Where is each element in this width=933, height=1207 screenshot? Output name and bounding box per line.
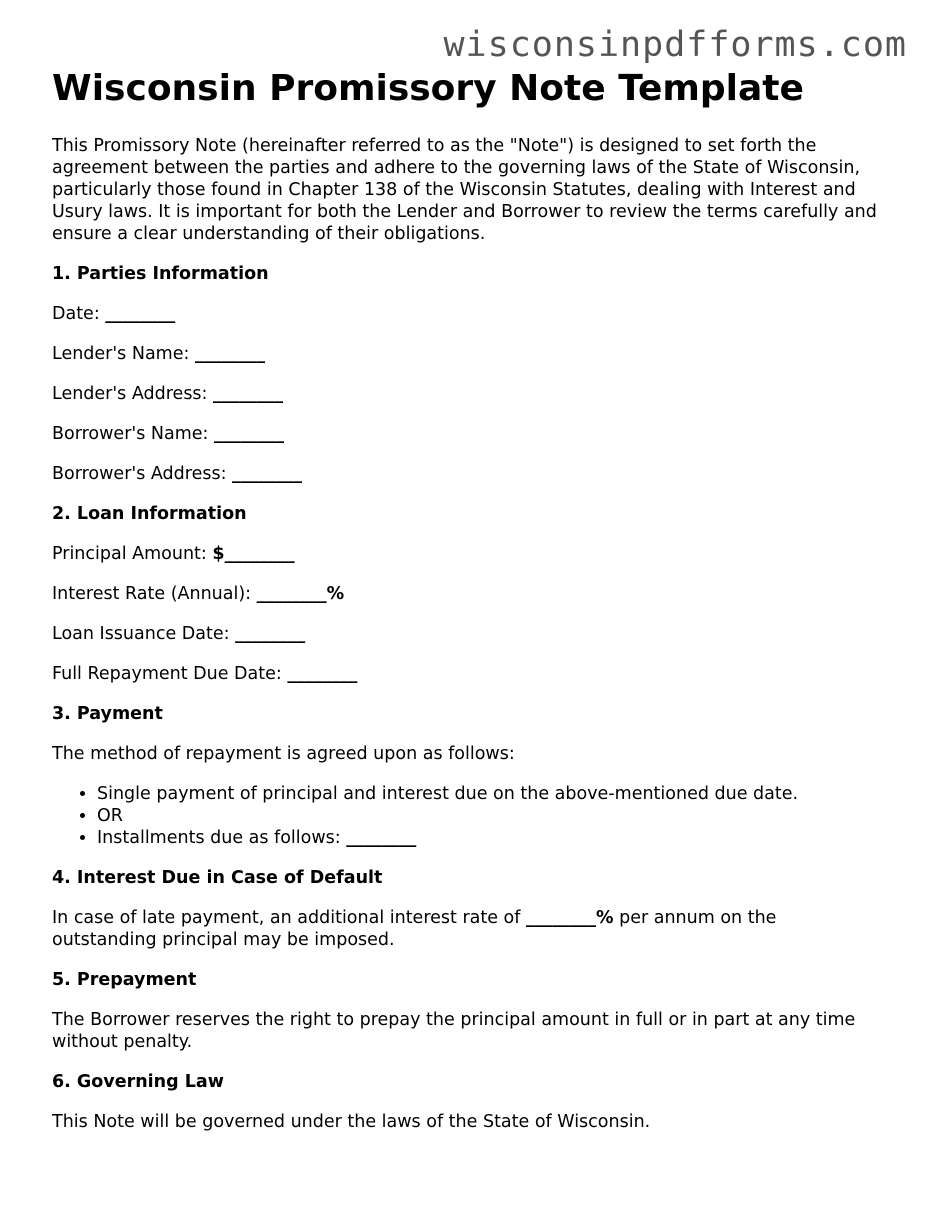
date-blank[interactable]: ________	[105, 304, 176, 324]
principal-field	[52, 543, 882, 565]
prepayment-paragraph: The Borrower reserves the right to prepay the principal amount in full or in part at any time without penalty.	[52, 1010, 856, 1052]
default-rate-percent: %	[596, 908, 614, 928]
payment-intro: The method of repayment is agreed upon as follows:	[52, 744, 515, 764]
principal-blank[interactable]: ________	[224, 544, 295, 564]
document-page	[52, 67, 882, 1133]
due-date-label: Full Repayment Due Date:	[52, 664, 288, 684]
section-heading-payment: 3. Payment	[52, 704, 163, 724]
borrower-name-field	[52, 423, 882, 445]
section-heading-loan: 2. Loan Information	[52, 504, 247, 524]
default-rate-blank[interactable]: ________	[526, 908, 596, 928]
interest-rate-blank[interactable]: ________	[256, 584, 327, 604]
installments-label: Installments due as follows:	[97, 828, 347, 848]
section-heading-parties: 1. Parties Information	[52, 264, 269, 284]
borrower-name-label: Borrower's Name:	[52, 424, 214, 444]
due-date-blank[interactable]: ________	[287, 664, 358, 684]
interest-rate-percent: %	[326, 584, 345, 604]
issuance-date-field	[52, 623, 882, 645]
installments-blank[interactable]: ________	[346, 828, 417, 848]
issuance-date-blank[interactable]: ________	[235, 624, 306, 644]
document-title: Wisconsin Promissory Note Template	[52, 68, 804, 109]
default-paragraph	[52, 907, 882, 951]
due-date-field	[52, 663, 882, 685]
borrower-address-label: Borrower's Address:	[52, 464, 233, 484]
interest-rate-label: Interest Rate (Annual):	[52, 584, 257, 604]
interest-rate-field	[52, 583, 882, 605]
borrower-address-blank[interactable]: ________	[232, 464, 303, 484]
payment-options-list	[52, 783, 882, 849]
default-text-before: In case of late payment, an additional interest rate of	[52, 908, 526, 928]
lender-name-field	[52, 343, 882, 365]
section-heading-law: 6. Governing Law	[52, 1072, 224, 1092]
date-field	[52, 303, 882, 325]
payment-option-or: • OR	[97, 805, 882, 827]
law-paragraph: This Note will be governed under the laws of the State of Wisconsin.	[52, 1112, 651, 1132]
borrower-address-field	[52, 463, 882, 485]
site-watermark: wisconsinpdfforms.com	[443, 25, 907, 65]
lender-address-field	[52, 383, 882, 405]
payment-option-single: • Single payment of principal and interest due on the above-mentioned due date.	[97, 783, 882, 805]
borrower-name-blank[interactable]: ________	[213, 424, 284, 444]
section-heading-prepayment: 5. Prepayment	[52, 970, 197, 990]
principal-label: Principal Amount:	[52, 544, 213, 564]
lender-address-label: Lender's Address:	[52, 384, 214, 404]
lender-name-blank[interactable]: ________	[194, 344, 265, 364]
default-text-after: per annum on the outstanding principal may be imposed.	[52, 908, 777, 950]
lender-address-blank[interactable]: ________	[213, 384, 284, 404]
intro-paragraph: This Promissory Note (hereinafter referred to as the "Note") is designed to set forth the agreement between the parties and adhere to the governing laws of the State of Wisconsin, particularly those found in Chapter 138 of the Wisconsin Statutes, dealing with Interest and Usury laws. It is important for both the Lender and Borrower to review the terms carefully and ensure a clear understanding of their obligations.	[52, 136, 877, 244]
payment-option-installments	[97, 827, 882, 849]
lender-name-label: Lender's Name:	[52, 344, 195, 364]
date-label: Date:	[52, 304, 106, 324]
principal-currency: $	[212, 544, 225, 564]
issuance-date-label: Loan Issuance Date:	[52, 624, 236, 644]
section-heading-default: 4. Interest Due in Case of Default	[52, 868, 383, 888]
